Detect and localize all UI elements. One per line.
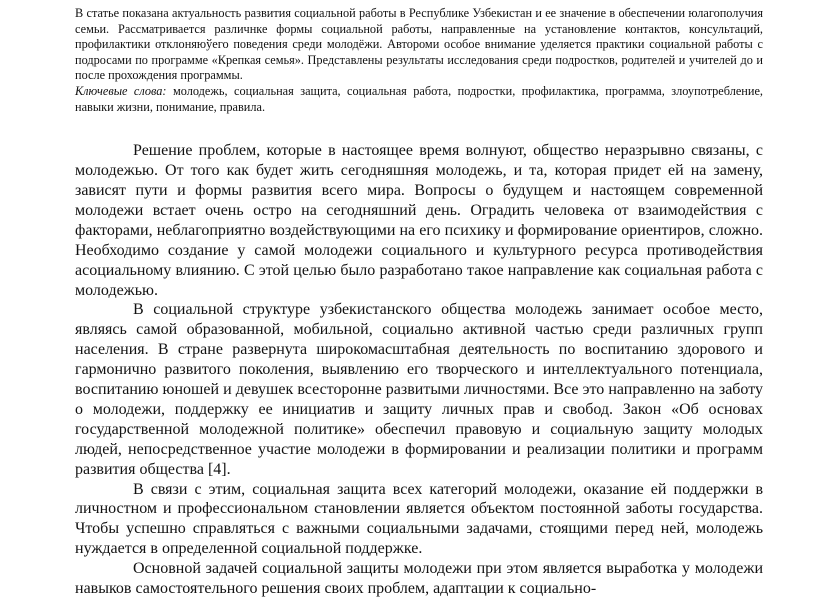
paragraph-2: В социальной структуре узбекистанского общества молодежь занимает особое место, являясь самой образованной, мобильной, социально активной частью среди различных групп населения. В стране развернута широкомасштабная деятельность по воспитанию здорового и гармонично развитого поколения, выявлению его творческого и интеллектуального потенциала, воспитанию юношей и девушек всесторонне развитыми личностями. Все это направленно на заботу о молодежи, поддержку ее инициатив и защиту личных прав и свобод. Закон «Об основах государственной молодежной политике» обеспечил правовую и социальную защиту молодых людей, непосредственное участие молодежи в формировании и реализации политики и программ развития общества [4]. (75, 301, 763, 478)
keywords (75, 84, 763, 115)
abstract: В статье показана актуальность развития социальной работы в Республике Узбекистан и ее значение в обеспечении юлагополучия семьи. Рассматривается различнке формы социальной работы, направленные на установление контактов, консультаций, профилактики отклоняюўего поведения среди молодёжи. Автороми особое внимание уделяется практики социальной работы с подросами по программе «Крепкая семья». Представлены результаты исследования среди подростков, родителей и учителей до и после прохождения программы. (75, 6, 763, 83)
keywords-label: Ключевые слова: (75, 83, 167, 98)
main-text (75, 141, 763, 599)
paragraph-1: Решение проблем, которые в настоящее время волнуют, общество неразрывно связаны, с молодежью. От того как будет жить сегодняшняя молодежь, и та, которая придет ей на замену, зависят пути и формы развития всего мира. Вопросы о будущем и настоящем современной молодежи встает очень остро на сегодняшний день. Оградить человека от взаимодействия с факторами, неблагоприятно воздействующими на его психику и формирование ориентиров, сложно. Необходимо создание у самой молодежи социального и культурного ресурса противодействия асоциальному влиянию. С этой целью было разработано такое направление как социальная работа с молодежью. (75, 142, 763, 299)
keywords-text: молодежь, социальная защита, социальная работа, подростки, профилактика, программа, злоупотребление, навыки жизни, понимание, правила. (75, 83, 763, 114)
document-page (75, 6, 763, 599)
paragraph-3: В связи с этим, социальная защита всех категорий молодежи, оказание ей поддержки в личностном и профессиональном становлении является объектом постоянной заботы государства. Чтобы успешно справляться с важными социальными задачами, стоящими перед ней, молодежь нуждается в определенной социальной поддержке. (75, 480, 763, 558)
paragraph-4: Основной задачей социальной защиты молодежи при этом является выработка у молодежи навыков самостоятельного решения своих проблем, адаптации к социально- (75, 560, 763, 598)
